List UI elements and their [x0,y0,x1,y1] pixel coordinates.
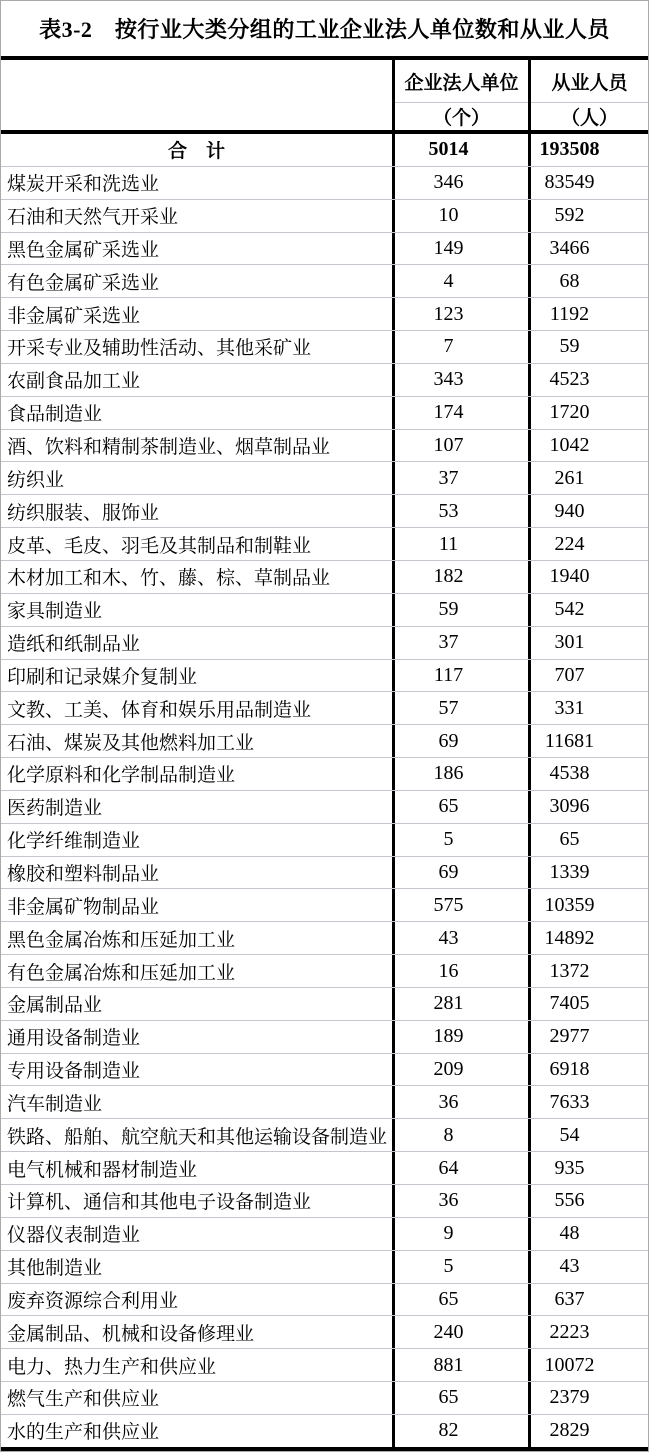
table-row [1,1119,648,1152]
row-employees-value: 14892 [528,922,648,954]
row-employees-value: 4538 [528,758,648,790]
table-row [1,167,648,200]
row-label: 开采专业及辅助性活动、其他采矿业 [7,338,312,360]
header-units-title: 企业法人单位 [395,60,528,103]
table-row [1,922,648,955]
table-row [1,1251,648,1284]
row-employees-value: 83549 [528,167,648,199]
row-units-value: 65 [392,791,528,823]
row-units-value: 9 [392,1218,528,1250]
table-row [1,1054,648,1087]
row-employees-value: 2223 [528,1316,648,1348]
row-label: 计算机、通信和其他电子设备制造业 [7,1192,312,1214]
row-employees-value: 68 [528,265,648,297]
table-row [1,955,648,988]
table-row [1,561,648,594]
row-units-value: 43 [392,922,528,954]
row-employees-value: 7633 [528,1086,648,1118]
table-row [1,200,648,233]
row-label: 食品制造业 [7,404,103,426]
table-row [1,528,648,561]
table-row [1,331,648,364]
table-row [1,364,648,397]
row-units-value: 5 [392,824,528,856]
row-employees-value: 54 [528,1119,648,1151]
row-label: 金属制品业 [7,995,103,1017]
row-employees-value: 10359 [528,889,648,921]
table-row [1,397,648,430]
table-row [1,594,648,627]
header-stub-cell [1,60,392,130]
table-title: 表3-2 按行业大类分组的工业企业法人单位数和从业人员 [39,17,610,42]
table-row [1,857,648,890]
row-employees-value: 261 [528,462,648,494]
row-label: 石油、煤炭及其他燃料加工业 [7,732,255,754]
row-units-value: 10 [392,200,528,232]
row-units-value: 82 [392,1415,528,1447]
total-row [1,134,648,167]
row-employees-value: 637 [528,1284,648,1316]
row-units-value: 186 [392,758,528,790]
row-units-value: 123 [392,298,528,330]
row-label: 电力、热力生产和供应业 [7,1356,217,1378]
row-label: 酒、饮料和精制茶制造业、烟草制品业 [7,437,331,459]
row-employees-value: 1720 [528,397,648,429]
row-label: 金属制品、机械和设备修理业 [7,1323,255,1345]
table-row [1,1021,648,1054]
row-label: 汽车制造业 [7,1093,103,1115]
row-employees-value: 65 [528,824,648,856]
table-row [1,889,648,922]
row-units-value: 117 [392,660,528,692]
row-units-value: 65 [392,1382,528,1414]
row-label: 农副食品加工业 [7,371,141,393]
row-employees-value: 224 [528,528,648,560]
row-units-value: 65 [392,1284,528,1316]
row-units-value: 149 [392,233,528,265]
row-units-value: 174 [392,397,528,429]
row-employees-value: 2379 [528,1382,648,1414]
row-label: 家具制造业 [7,601,103,623]
row-employees-value: 3466 [528,233,648,265]
table-row [1,233,648,266]
row-units-value: 5014 [392,134,528,166]
row-label: 橡胶和塑料制品业 [7,863,160,885]
header-units-unit: （个） [432,108,490,129]
header-employees-title: 从业人员 [531,60,648,103]
row-label: 有色金属冶炼和压延加工业 [7,962,236,984]
header-employees-unit: （人） [560,108,618,129]
table-row [1,758,648,791]
row-employees-value: 940 [528,495,648,527]
row-units-value: 57 [392,692,528,724]
row-label: 其他制造业 [7,1258,103,1280]
row-employees-value: 48 [528,1218,648,1250]
row-units-value: 64 [392,1152,528,1184]
row-employees-value: 707 [528,660,648,692]
row-employees-value: 542 [528,594,648,626]
header-column-employees [528,60,648,130]
table-row [1,1316,648,1349]
table-row [1,791,648,824]
row-units-value: 881 [392,1349,528,1381]
row-label: 水的生产和供应业 [7,1422,160,1444]
row-units-value: 209 [392,1054,528,1086]
header-column-units [392,60,528,130]
row-label: 印刷和记录媒介复制业 [7,666,198,688]
row-units-value: 7 [392,331,528,363]
row-employees-value: 59 [528,331,648,363]
row-label: 造纸和纸制品业 [7,634,141,656]
table-row [1,495,648,528]
row-label: 医药制造业 [7,798,103,820]
row-employees-value: 4523 [528,364,648,396]
row-units-value: 343 [392,364,528,396]
row-employees-value: 935 [528,1152,648,1184]
row-employees-value: 1940 [528,561,648,593]
row-units-value: 189 [392,1021,528,1053]
row-units-value: 36 [392,1086,528,1118]
table-row [1,1152,648,1185]
row-label: 燃气生产和供应业 [7,1389,160,1411]
row-label: 石油和天然气开采业 [7,207,179,229]
row-units-value: 37 [392,627,528,659]
row-units-value: 182 [392,561,528,593]
row-label: 通用设备制造业 [7,1028,141,1050]
table-row [1,1382,648,1415]
row-employees-value: 2977 [528,1021,648,1053]
row-employees-value: 556 [528,1185,648,1217]
row-label: 纺织业 [7,469,65,491]
table-row [1,430,648,463]
row-label: 合 计 [167,141,225,163]
row-label: 非金属矿物制品业 [7,896,160,918]
row-employees-value: 43 [528,1251,648,1283]
row-employees-value: 592 [528,200,648,232]
row-units-value: 16 [392,955,528,987]
row-label: 电气机械和器材制造业 [7,1159,198,1181]
row-label: 黑色金属矿采选业 [7,239,160,261]
table-row [1,988,648,1021]
row-employees-value: 11681 [528,725,648,757]
table-row [1,692,648,725]
row-employees-value: 6918 [528,1054,648,1086]
row-units-value: 240 [392,1316,528,1348]
row-units-value: 53 [392,495,528,527]
row-units-value: 11 [392,528,528,560]
row-label: 黑色金属冶炼和压延加工业 [7,929,236,951]
row-units-value: 5 [392,1251,528,1283]
row-label: 专用设备制造业 [7,1061,141,1083]
row-employees-value: 1372 [528,955,648,987]
row-employees-value: 2829 [528,1415,648,1447]
row-units-value: 281 [392,988,528,1020]
row-label: 木材加工和木、竹、藤、棕、草制品业 [7,568,331,590]
row-label: 文教、工美、体育和娱乐用品制造业 [7,699,312,721]
row-employees-value: 301 [528,627,648,659]
row-label: 皮革、毛皮、羽毛及其制品和制鞋业 [7,535,312,557]
table-row [1,1086,648,1119]
row-employees-value: 10072 [528,1349,648,1381]
table-row [1,824,648,857]
row-label: 铁路、船舶、航空航天和其他运输设备制造业 [7,1126,388,1148]
row-label: 化学原料和化学制品制造业 [7,765,236,787]
row-employees-value: 1042 [528,430,648,462]
table-header [1,60,648,130]
row-units-value: 107 [392,430,528,462]
divider-bottom [1,1447,648,1451]
row-units-value: 36 [392,1185,528,1217]
row-label: 煤炭开采和洗选业 [7,174,160,196]
row-units-value: 346 [392,167,528,199]
row-units-value: 69 [392,725,528,757]
row-label: 化学纤维制造业 [7,831,141,853]
row-label: 纺织服装、服饰业 [7,502,160,524]
table-body [1,134,648,1447]
row-employees-value: 193508 [528,134,648,166]
table-row [1,1284,648,1317]
row-label: 有色金属矿采选业 [7,272,160,294]
row-label: 废弃资源综合利用业 [7,1290,179,1312]
row-units-value: 4 [392,265,528,297]
table-row [1,462,648,495]
row-employees-value: 3096 [528,791,648,823]
table-row [1,1349,648,1382]
table-row [1,1415,648,1447]
row-units-value: 575 [392,889,528,921]
row-label: 非金属矿采选业 [7,305,141,327]
row-label: 仪器仪表制造业 [7,1225,141,1247]
row-employees-value: 1339 [528,857,648,889]
table-row [1,298,648,331]
table-row [1,265,648,298]
row-units-value: 37 [392,462,528,494]
table-row [1,725,648,758]
row-units-value: 69 [392,857,528,889]
table-row [1,1185,648,1218]
table-row [1,660,648,693]
row-units-value: 8 [392,1119,528,1151]
row-employees-value: 7405 [528,988,648,1020]
table-row [1,1218,648,1251]
row-employees-value: 331 [528,692,648,724]
table-row [1,627,648,660]
row-units-value: 59 [392,594,528,626]
row-employees-value: 1192 [528,298,648,330]
